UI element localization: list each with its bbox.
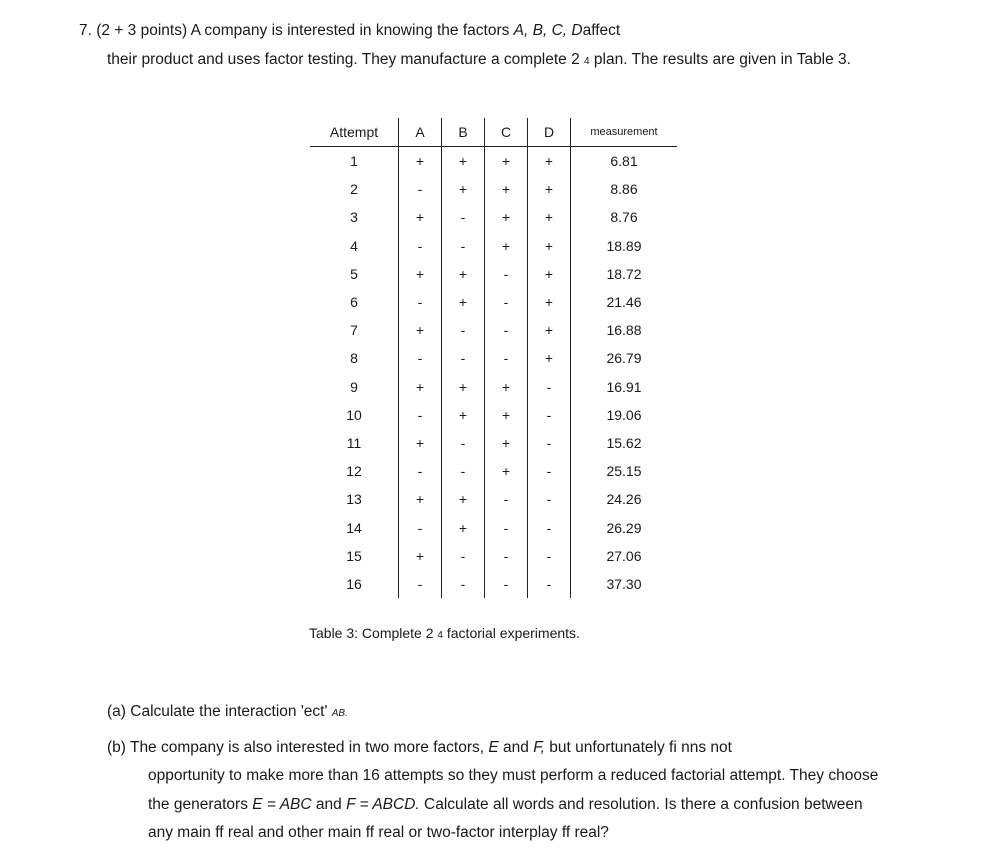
part-b-line-4: any main ff real and other main ff real or two-factor interplay ff real? xyxy=(148,824,609,841)
factor-b-cell: + xyxy=(442,175,485,203)
question-text: and xyxy=(498,739,534,756)
factor-a-cell: + xyxy=(399,542,442,570)
attempt-cell: 10 xyxy=(346,406,362,423)
factor-c-cell: + xyxy=(485,175,528,203)
factor-c-cell: - xyxy=(485,288,528,316)
header-factor-a: A xyxy=(399,118,442,147)
factor-c-cell: - xyxy=(485,344,528,372)
factor-a-cell: - xyxy=(399,457,442,485)
question-text: Calculate all words and resolution. Is there a confusion between xyxy=(419,796,863,813)
factor-b-cell: - xyxy=(442,570,485,598)
table-row xyxy=(310,316,677,344)
factor-b-cell: - xyxy=(442,429,485,457)
attempt-cell: 11 xyxy=(346,434,362,451)
factor-d-cell: + xyxy=(528,175,571,203)
generator-f: F = ABCD. xyxy=(346,796,420,813)
factor-a-cell: - xyxy=(399,401,442,429)
measurement-cell: 8.86 xyxy=(571,175,678,203)
factorial-results-table xyxy=(310,118,677,598)
factor-a-cell: + xyxy=(399,373,442,401)
measurement-cell: 26.29 xyxy=(571,513,678,541)
table-row xyxy=(310,485,677,513)
factor-c-cell: - xyxy=(485,485,528,513)
attempt-cell: 3 xyxy=(350,209,358,226)
attempt-cell: 12 xyxy=(346,463,362,480)
table-header-row xyxy=(310,118,677,147)
interaction-label: AB. xyxy=(331,708,348,719)
factor-d-cell: + xyxy=(528,147,571,176)
measurement-cell: 18.72 xyxy=(571,260,678,288)
attempt-cell: 2 xyxy=(350,181,358,198)
factor-b-cell: - xyxy=(442,457,485,485)
table-row xyxy=(310,232,677,260)
table-row xyxy=(310,542,677,570)
measurement-cell: 8.76 xyxy=(571,203,678,231)
table-row xyxy=(310,344,677,372)
part-b-line-3 xyxy=(148,796,863,814)
factor-d-cell: + xyxy=(528,260,571,288)
measurement-cell: 16.91 xyxy=(571,373,678,401)
factor-d-cell: - xyxy=(528,513,571,541)
table-row xyxy=(310,373,677,401)
measurement-cell: 27.06 xyxy=(571,542,678,570)
table-row xyxy=(310,175,677,203)
attempt-cell: 1 xyxy=(350,153,358,170)
factor-d-cell: - xyxy=(528,542,571,570)
generator-e: E = ABC xyxy=(252,796,312,813)
problem-text: affect xyxy=(582,22,621,39)
table-row xyxy=(310,513,677,541)
measurement-cell: 25.15 xyxy=(571,457,678,485)
measurement-cell: 24.26 xyxy=(571,485,678,513)
header-attempt: Attempt xyxy=(310,118,399,147)
attempt-cell: 5 xyxy=(350,265,358,282)
caption-text: factorial experiments. xyxy=(446,625,580,641)
factor-a-cell: - xyxy=(399,570,442,598)
measurement-cell: 18.89 xyxy=(571,232,678,260)
factor-c-cell: - xyxy=(485,316,528,344)
attempt-cell: 6 xyxy=(350,294,358,311)
header-measurement: measurement xyxy=(571,118,678,147)
problem-text: 7. (2 + 3 points) A company is interested in knowing the factors xyxy=(79,22,514,39)
factor-c-cell: - xyxy=(485,570,528,598)
factor-b-cell: + xyxy=(442,373,485,401)
table-row xyxy=(310,401,677,429)
factor-b-cell: + xyxy=(442,288,485,316)
factor-d-cell: + xyxy=(528,232,571,260)
measurement-cell: 37.30 xyxy=(571,570,678,598)
factor-c-cell: + xyxy=(485,373,528,401)
header-factor-d: D xyxy=(528,118,571,147)
factor-b-cell: + xyxy=(442,513,485,541)
attempt-cell: 15 xyxy=(346,547,362,564)
question-text: but unfortunately fi nns not xyxy=(544,739,732,756)
factor-a-cell: - xyxy=(399,232,442,260)
attempt-cell: 7 xyxy=(350,322,358,339)
factor-b-cell: + xyxy=(442,401,485,429)
question-text: and xyxy=(311,796,347,813)
factor-c-cell: - xyxy=(485,513,528,541)
table-row xyxy=(310,147,677,176)
factor-b-cell: + xyxy=(442,485,485,513)
factor-d-cell: + xyxy=(528,316,571,344)
table-row xyxy=(310,457,677,485)
superscript-exponent: 4 xyxy=(584,56,590,67)
factor-d-cell: + xyxy=(528,288,571,316)
measurement-cell: 26.79 xyxy=(571,344,678,372)
factor-c-cell: + xyxy=(485,147,528,176)
factor-list: A, B, C, D xyxy=(513,22,583,39)
factor-a-cell: - xyxy=(399,288,442,316)
caption-text: Table 3: Complete 2 xyxy=(309,625,434,641)
factor-a-cell: - xyxy=(399,175,442,203)
factor-c-cell: + xyxy=(485,401,528,429)
factor-c-cell: + xyxy=(485,232,528,260)
factor-a-cell: - xyxy=(399,344,442,372)
question-text: (b) The company is also interested in two more factors, xyxy=(107,739,489,756)
factor-d-cell: - xyxy=(528,570,571,598)
factor-d-cell: - xyxy=(528,457,571,485)
factor-b-cell: + xyxy=(442,260,485,288)
attempt-cell: 4 xyxy=(350,237,358,254)
part-b-line-1 xyxy=(107,739,732,757)
factor-a-cell: + xyxy=(399,147,442,176)
factor-c-cell: + xyxy=(485,457,528,485)
question-text: the generators xyxy=(148,796,253,813)
attempt-cell: 14 xyxy=(346,519,362,536)
measurement-cell: 21.46 xyxy=(571,288,678,316)
factor-c-cell: - xyxy=(485,260,528,288)
problem-statement-line-1 xyxy=(79,22,620,40)
factor-f: F, xyxy=(533,739,545,756)
measurement-cell: 15.62 xyxy=(571,429,678,457)
measurement-cell: 19.06 xyxy=(571,401,678,429)
part-b-line-2: opportunity to make more than 16 attempts so they must perform a reduced factorial attempt. They choose xyxy=(148,767,879,784)
table-row xyxy=(310,260,677,288)
factor-a-cell: + xyxy=(399,316,442,344)
table-row xyxy=(310,288,677,316)
part-a-question xyxy=(107,703,348,721)
table-row xyxy=(310,429,677,457)
factor-b-cell: - xyxy=(442,232,485,260)
factor-d-cell: - xyxy=(528,373,571,401)
table-caption xyxy=(309,625,580,641)
factor-d-cell: - xyxy=(528,485,571,513)
attempt-cell: 8 xyxy=(350,350,358,367)
factor-c-cell: + xyxy=(485,203,528,231)
attempt-cell: 9 xyxy=(350,378,358,395)
factor-d-cell: - xyxy=(528,429,571,457)
header-factor-b: B xyxy=(442,118,485,147)
factor-a-cell: + xyxy=(399,429,442,457)
table-row xyxy=(310,203,677,231)
factor-d-cell: - xyxy=(528,401,571,429)
attempt-cell: 16 xyxy=(346,575,362,592)
measurement-cell: 16.88 xyxy=(571,316,678,344)
factor-b-cell: - xyxy=(442,203,485,231)
factor-d-cell: + xyxy=(528,344,571,372)
factor-a-cell: + xyxy=(399,203,442,231)
factor-a-cell: + xyxy=(399,485,442,513)
factor-b-cell: - xyxy=(442,344,485,372)
factor-e: E xyxy=(488,739,499,756)
attempt-cell: 13 xyxy=(346,491,362,508)
factor-b-cell: + xyxy=(442,147,485,176)
factor-b-cell: - xyxy=(442,542,485,570)
problem-text: their product and uses factor testing. They manufacture a complete 2 xyxy=(107,51,580,68)
measurement-cell: 6.81 xyxy=(571,147,678,176)
problem-text: plan. The results are given in Table 3. xyxy=(593,51,851,68)
factor-c-cell: - xyxy=(485,542,528,570)
problem-statement-line-2 xyxy=(107,51,851,69)
factor-a-cell: + xyxy=(399,260,442,288)
superscript-exponent: 4 xyxy=(437,630,443,641)
table-row xyxy=(310,570,677,598)
header-factor-c: C xyxy=(485,118,528,147)
question-text: (a) Calculate the interaction 'ect' xyxy=(107,703,332,720)
factor-c-cell: + xyxy=(485,429,528,457)
factor-d-cell: + xyxy=(528,203,571,231)
factor-b-cell: - xyxy=(442,316,485,344)
factor-a-cell: - xyxy=(399,513,442,541)
